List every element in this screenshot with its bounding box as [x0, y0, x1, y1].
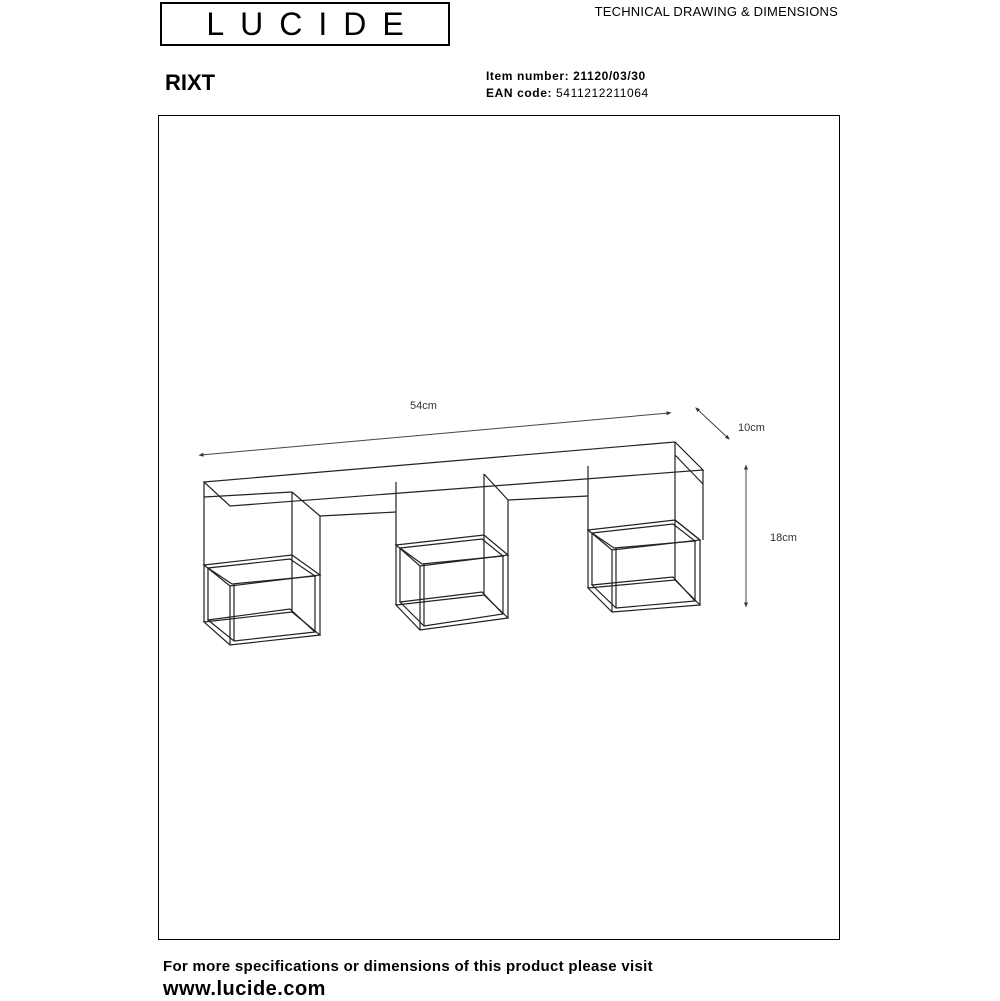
logo-text: LUCIDE [206, 5, 420, 42]
length-label: 54cm [410, 400, 437, 412]
height-label: 18cm [770, 532, 797, 544]
spotlight-cube-3 [588, 455, 703, 612]
ean-label: EAN code: [486, 86, 553, 100]
footer-url-link[interactable]: www.lucide.com [163, 978, 326, 1000]
spotlight-cube-1 [204, 492, 320, 645]
ean-value: 5411212211064 [556, 86, 649, 100]
depth-dimension-line [697, 409, 728, 438]
footer-note: For more specifications or dimensions of this product please visit [163, 958, 653, 975]
depth-label: 10cm [738, 422, 765, 434]
document-heading: TECHNICAL DRAWING & DIMENSIONS [594, 4, 838, 19]
spotlight-cube-2 [396, 474, 508, 630]
item-number-label: Item number: [486, 69, 570, 83]
item-number-value: 21120/03/30 [573, 69, 646, 83]
ceiling-rail [204, 442, 703, 516]
product-name: RIXT [165, 70, 216, 95]
